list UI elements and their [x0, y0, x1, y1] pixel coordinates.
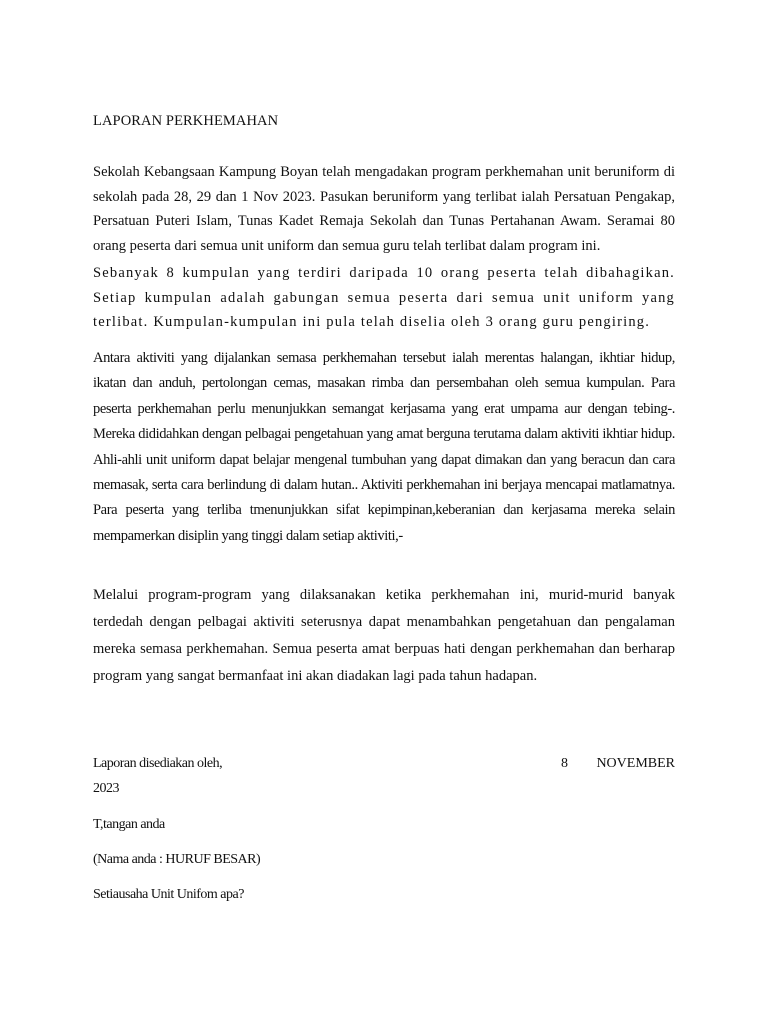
prepared-by-label: Laporan disediakan oleh, [93, 756, 223, 771]
signature-line: T,tangan anda [93, 817, 165, 832]
date-day: 8 [561, 756, 568, 771]
date-month: NOVEMBER [596, 756, 675, 771]
document-title: LAPORAN PERKHEMAHAN [93, 113, 279, 129]
name-line: (Nama anda : HURUF BESAR) [93, 852, 261, 867]
paragraph-3: Antara aktiviti yang dijalankan semasa perkhemahan tersebut ialah merentas halangan, ikhtiar hidup, ikatan dan anduh, pertolongan cemas, masakan rimba dan persembahan oleh semua kumpulan. Para peserta perkhemahan perlu menunjukkan semangat kerjasama yang erat umpama aur dengan tebing-. Mereka dididahkan dengan pelbagai pengetahuan yang amat berguna terutama dalam aktiviti ikhtiar hidup. Ahli-ahli unit uniform dapat belajar mengenal tumbuhan yang dapat dimakan dan yang beracun dan cara memasak, serta cara berlindung di dalam hutan.. Aktiviti perkhemahan ini berjaya mencapai matlamatnya. Para peserta yang terliba tmenunjukkan sifat kepimpinan,keberanian dan kerjasama mereka selain mempamerkan disiplin yang tinggi dalam setiap aktiviti,- [93, 350, 675, 544]
paragraph-2: Sebanyak 8 kumpulan yang terdiri daripada 10 orang peserta telah dibahagikan. Setiap kumpulan adalah gabungan semua peserta dari semua unit uniform yang terlibat. Kumpulan-kumpulan ini pula telah diselia oleh 3 orang guru pengiring. [93, 265, 675, 331]
paragraph-1: Sekolah Kebangsaan Kampung Boyan telah mengadakan program perkhemahan unit beruniform di sekolah pada 28, 29 dan 1 Nov 2023. Pasukan beruniform yang terlibat ialah Persatuan Pengakap, Persatuan Puteri Islam, Tunas Kadet Remaja Sekolah dan Tunas Pertahanan Awam. Seramai 80 orang peserta dari semua unit uniform dan semua guru telah terlibat dalam program ini. [93, 164, 675, 254]
date-year: 2023 [93, 781, 119, 796]
document-page [93, 0, 675, 1024]
role-line: Setiausaha Unit Unifom apa? [93, 887, 244, 902]
paragraph-4: Melalui program-program yang dilaksanakan ketika perkhemahan ini, murid-murid banyak terdedah dengan pelbagai aktiviti seterusnya dapat menambahkan pengetahuan dan pengalaman mereka semasa perkhemahan. Semua peserta amat berpuas hati dengan perkhemahan dan berharap program yang sangat bermanfaat ini akan diadakan lagi pada tahun hadapan. [93, 587, 675, 684]
